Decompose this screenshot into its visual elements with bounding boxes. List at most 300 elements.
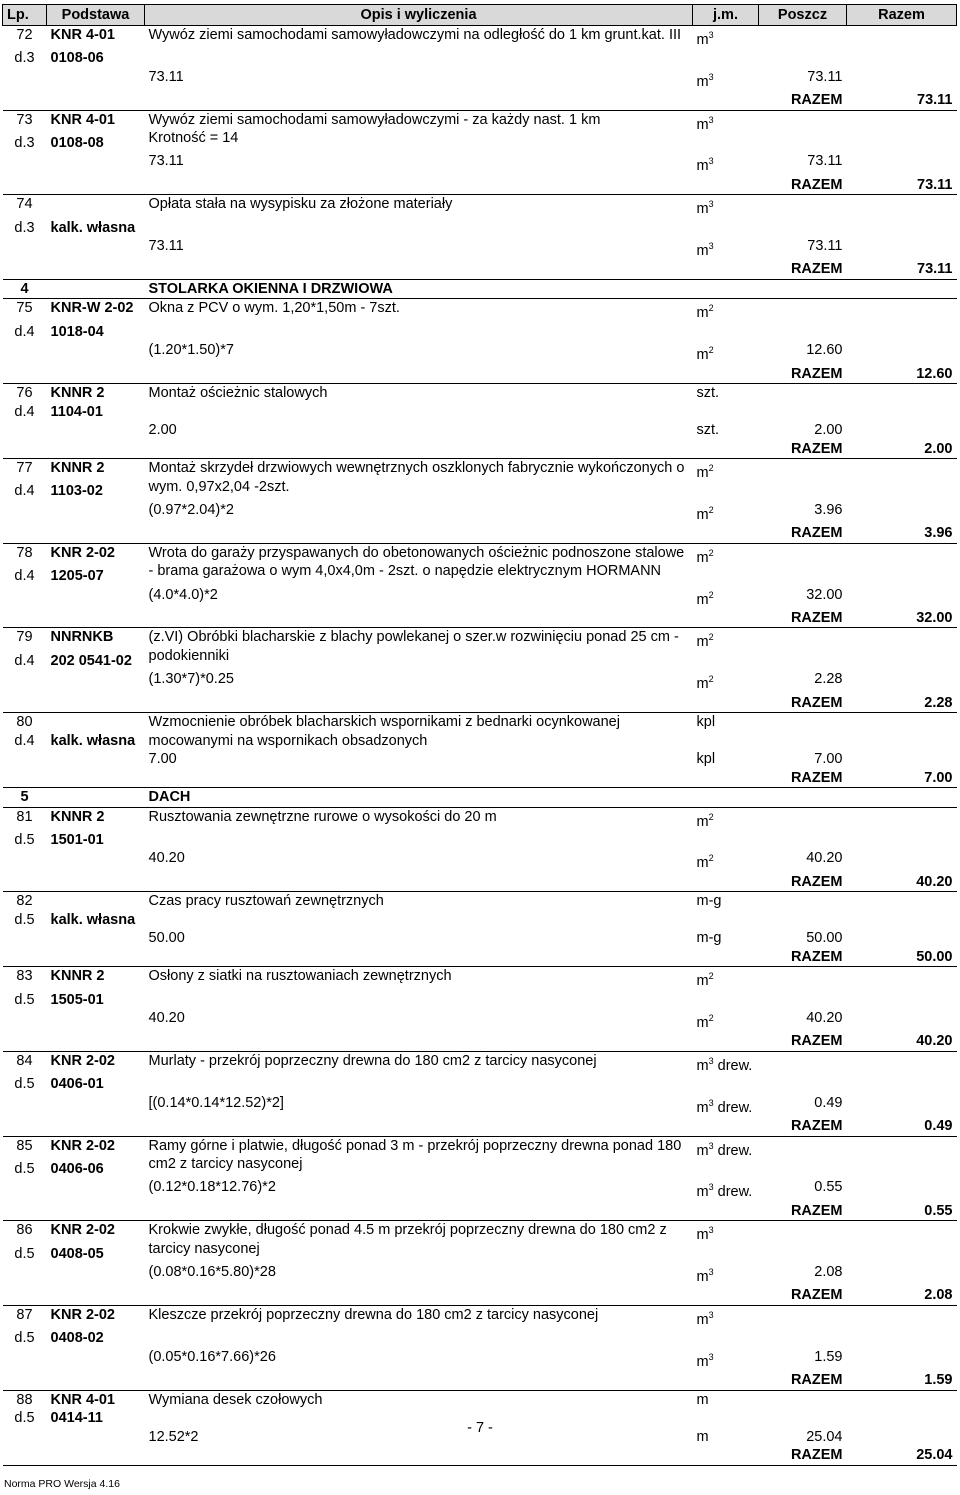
total-row (3, 873, 957, 892)
total-label: RAZEM (759, 440, 847, 459)
empty-cell (47, 260, 145, 279)
empty-cell (847, 713, 957, 732)
item-division: d.3 (14, 50, 35, 67)
empty-cell (693, 694, 759, 713)
calc-value: 32.00 (806, 586, 843, 603)
calc-value: 12.60 (806, 342, 843, 359)
calc-row (3, 1178, 957, 1201)
total-row (3, 440, 957, 459)
item-basis-2: 1104-01 (50, 403, 103, 420)
item-row (3, 459, 957, 483)
empty-cell (759, 1305, 847, 1329)
item-division: d.4 (14, 652, 35, 669)
item-basis-1: KNNR 2 (47, 807, 145, 831)
empty-cell (847, 807, 957, 831)
empty-cell (3, 929, 47, 948)
empty-cell (693, 49, 759, 68)
item-row (3, 195, 957, 219)
empty-cell (693, 769, 759, 788)
empty-cell (693, 1245, 759, 1264)
calc-expression: (0.08*0.16*5.80)*28 (148, 1264, 276, 1281)
empty-cell (47, 91, 145, 110)
calc-value: 73.11 (807, 238, 843, 255)
calc-row (3, 849, 957, 872)
item-basis-1: KNR-W 2-02 (47, 299, 145, 323)
empty-cell (693, 365, 759, 384)
total-label: RAZEM (759, 873, 847, 892)
empty-cell (145, 176, 693, 195)
empty-cell (3, 1094, 47, 1117)
empty-cell (47, 176, 145, 195)
empty-cell (47, 1178, 145, 1201)
item-row (3, 26, 957, 50)
calc-value: 40.20 (806, 1010, 843, 1027)
empty-cell (847, 1221, 957, 1245)
empty-cell (47, 440, 145, 459)
empty-cell (47, 68, 145, 91)
total-row (3, 1371, 957, 1390)
item-division: d.5 (14, 1076, 35, 1093)
empty-cell (693, 219, 759, 238)
item-basis-1: KNR 2-02 (47, 1221, 145, 1245)
empty-cell (3, 1009, 47, 1032)
total-label: RAZEM (759, 260, 847, 279)
empty-cell (847, 501, 957, 524)
calc-value: 2.00 (814, 422, 843, 439)
calc-expression: (4.0*4.0)*2 (148, 586, 218, 603)
empty-cell (759, 26, 847, 50)
empty-cell (847, 219, 957, 238)
item-unit: $m^3$ drew. (693, 1051, 759, 1075)
item-row (3, 967, 957, 991)
empty-cell (693, 911, 759, 930)
item-lp: 77 (3, 459, 47, 483)
empty-cell (759, 713, 847, 732)
calc-expression: 40.20 (148, 850, 185, 867)
item-unit: $m^2$ (693, 807, 759, 831)
empty-cell (847, 1136, 957, 1160)
empty-cell (847, 911, 957, 930)
calc-unit: $m^2$ (696, 504, 714, 523)
empty-cell (693, 567, 759, 586)
total-row (3, 694, 957, 713)
empty-cell (759, 482, 847, 501)
empty-cell (3, 1286, 47, 1305)
calc-value: 50.00 (806, 930, 843, 947)
empty-cell (3, 152, 47, 175)
empty-cell (145, 91, 693, 110)
empty-cell (847, 195, 957, 219)
calc-expression: 73.11 (148, 68, 184, 85)
empty-cell (759, 1160, 847, 1179)
calc-expression: 2.00 (148, 422, 177, 439)
calc-row (3, 1094, 957, 1117)
empty-cell (3, 91, 47, 110)
empty-cell (3, 1446, 47, 1465)
item-unit: $m^3$ (693, 1305, 759, 1329)
calc-row (3, 586, 957, 609)
item-unit: $m^2$ (693, 543, 759, 567)
calc-unit: $m^3$ (696, 156, 714, 175)
empty-cell (3, 1371, 47, 1390)
calc-row (3, 670, 957, 693)
calc-unit: $m^2$ (696, 1013, 714, 1031)
item-division: d.4 (14, 732, 35, 749)
item-description: Krokwie zwykłe, długość ponad 4.5 m przekrój poprzeczny drewna do 180 cm2 z tarcicy nasyconej (145, 1221, 693, 1263)
item-division: d.3 (14, 219, 35, 236)
empty-cell (847, 543, 957, 567)
empty-cell (847, 586, 957, 609)
empty-cell (3, 440, 47, 459)
empty-cell (847, 967, 957, 991)
empty-cell (3, 670, 47, 693)
header-lp: Lp. (3, 5, 47, 26)
calc-row (3, 501, 957, 524)
empty-cell (3, 948, 47, 967)
item-basis-1: KNR 4-01 (47, 1390, 145, 1409)
empty-cell (847, 1390, 957, 1409)
item-row (3, 1305, 957, 1329)
total-row (3, 769, 957, 788)
total-label: RAZEM (759, 1032, 847, 1051)
item-basis-2: kalk. własna (50, 219, 136, 236)
item-lp: 78 (3, 543, 47, 567)
calc-row (3, 1263, 957, 1286)
empty-cell (759, 1221, 847, 1245)
item-basis-1: KNR 4-01 (47, 26, 145, 50)
total-value: 2.00 (847, 440, 957, 459)
empty-cell (47, 694, 145, 713)
item-unit: $m^2$ (693, 628, 759, 652)
calc-unit: $m^2$ (696, 853, 714, 872)
empty-cell (847, 1263, 957, 1286)
calc-value: 7.00 (814, 751, 843, 768)
calc-expression: (0.97*2.04)*2 (148, 501, 234, 518)
total-value: 32.00 (847, 609, 957, 628)
calc-value: 2.08 (814, 1264, 843, 1281)
item-description: Wywóz ziemi samochodami samowyładowczymi na odległość do 1 km grunt.kat. III (145, 26, 693, 68)
empty-cell (3, 524, 47, 543)
calc-unit: $m^3$ (696, 71, 714, 90)
empty-cell (3, 1117, 47, 1136)
item-lp: 76 (3, 384, 47, 403)
empty-cell (847, 1178, 957, 1201)
calc-expression: (0.12*0.18*12.76)*2 (148, 1179, 276, 1196)
empty-cell (847, 403, 957, 422)
calc-unit: $m^3$ drew. (696, 1182, 753, 1201)
empty-cell (759, 384, 847, 403)
calc-unit: $m^2$ (696, 674, 714, 693)
calc-unit: $m^3$ (696, 241, 714, 259)
total-value: 3.96 (847, 524, 957, 543)
total-label: RAZEM (759, 1117, 847, 1136)
item-division: d.4 (14, 483, 35, 500)
empty-cell (3, 1032, 47, 1051)
total-label: RAZEM (759, 365, 847, 384)
calc-unit: $m^3$ (696, 1267, 714, 1285)
item-lp: 74 (3, 195, 47, 219)
item-division: d.4 (14, 568, 35, 585)
total-value: 73.11 (847, 91, 957, 110)
software-footer: Norma PRO Wersja 4.16 (4, 1478, 120, 1490)
empty-cell (145, 769, 693, 788)
calc-row (3, 929, 957, 948)
empty-cell (693, 440, 759, 459)
empty-cell (847, 628, 957, 652)
total-row (3, 1202, 957, 1221)
empty-cell (693, 1117, 759, 1136)
item-description: Wymiana desek czołowych (145, 1390, 693, 1428)
item-description: Murlaty - przekrój poprzeczny drewna do 180 cm2 z tarcicy nasyconej (145, 1051, 693, 1093)
total-row (3, 1286, 957, 1305)
item-basis-1 (47, 713, 145, 732)
item-row (3, 1136, 957, 1160)
empty-cell (3, 849, 47, 872)
item-basis-1: KNNR 2 (47, 384, 145, 403)
empty-cell (759, 652, 847, 671)
empty-cell (3, 609, 47, 628)
header-razem: Razem (847, 5, 957, 26)
empty-cell (693, 1371, 759, 1390)
empty-cell (47, 1032, 145, 1051)
empty-cell (693, 1446, 759, 1465)
header-podstawa: Podstawa (47, 5, 145, 26)
item-basis-2: 0408-02 (50, 1330, 104, 1347)
empty-cell (847, 652, 957, 671)
empty-cell (693, 652, 759, 671)
empty-cell (693, 1286, 759, 1305)
item-division: d.5 (14, 991, 35, 1008)
item-division: d.3 (14, 134, 35, 151)
empty-cell (693, 323, 759, 342)
item-basis-2: 0108-08 (50, 134, 104, 151)
empty-cell (145, 609, 693, 628)
empty-cell (47, 1009, 145, 1032)
empty-cell (47, 750, 145, 769)
item-basis-1: NNRNKB (47, 628, 145, 652)
empty-cell (847, 929, 957, 948)
empty-cell (145, 440, 693, 459)
empty-cell (847, 1348, 957, 1371)
calc-unit: m (696, 1428, 709, 1445)
item-lp: 83 (3, 967, 47, 991)
empty-cell (759, 911, 847, 930)
empty-cell (3, 421, 47, 440)
empty-cell (693, 1329, 759, 1348)
empty-cell (47, 1446, 145, 1465)
empty-cell (3, 694, 47, 713)
empty-cell (145, 948, 693, 967)
empty-cell (693, 1202, 759, 1221)
empty-cell (759, 110, 847, 134)
item-basis-2: 202 0541-02 (50, 652, 132, 669)
empty-cell (847, 26, 957, 50)
item-division: d.5 (14, 1410, 35, 1427)
item-basis-2: 1103-02 (50, 483, 103, 500)
item-unit: $m^3$ (693, 110, 759, 134)
page-number: - 7 - (467, 1420, 493, 1436)
empty-cell (693, 831, 759, 850)
item-basis-1: KNR 4-01 (47, 110, 145, 134)
header-opis: Opis i wyliczenia (145, 5, 693, 26)
total-label: RAZEM (759, 1446, 847, 1465)
empty-cell (759, 219, 847, 238)
calc-unit: szt. (696, 422, 720, 439)
item-description: Montaż ościeżnic stalowych (145, 384, 693, 422)
calc-row (3, 1348, 957, 1371)
item-description: Kleszcze przekrój poprzeczny drewna do 180 cm2 z tarcicy nasyconej (145, 1305, 693, 1347)
item-row (3, 1390, 957, 1409)
empty-cell (145, 1371, 693, 1390)
item-lp: 88 (3, 1390, 47, 1409)
item-division: d.5 (14, 1160, 35, 1177)
item-description: Rusztowania zewnętrzne rurowe o wysokości do 20 m (145, 807, 693, 849)
item-lp: 87 (3, 1305, 47, 1329)
empty-cell (47, 1117, 145, 1136)
item-description: Wzmocnienie obróbek blacharskich wspornikami z bednarki ocynkowanej mocowanymi na wspornikach obsadzonych (145, 713, 693, 751)
item-unit: $m^3$ (693, 26, 759, 50)
total-row (3, 1117, 957, 1136)
item-description: Montaż skrzydeł drzwiowych wewnętrznych oszklonych fabrycznie wykończonych o wym. 0,97x2,04 -2szt. (145, 459, 693, 501)
calc-expression: 73.11 (148, 238, 184, 255)
item-division: d.5 (14, 1330, 35, 1347)
item-division: d.4 (14, 403, 35, 420)
empty-cell (847, 991, 957, 1010)
empty-cell (693, 1160, 759, 1179)
empty-cell (693, 1075, 759, 1094)
item-lp: 82 (3, 892, 47, 911)
empty-cell (3, 1348, 47, 1371)
item-unit: $m^2$ (693, 459, 759, 483)
empty-cell (759, 1051, 847, 1075)
item-division: d.5 (14, 1245, 35, 1262)
empty-cell (47, 609, 145, 628)
calc-unit: $m^3$ (696, 1351, 714, 1370)
empty-cell (3, 501, 47, 524)
total-row (3, 91, 957, 110)
item-description: Wrota do garaży przyspawanych do obetonowanych ościeżnic podnoszone stalowe - brama garażowa o wym 4,0x4,0m - 2szt. o napędzie elektrycznym HORMANN (145, 543, 693, 585)
calc-value: 3.96 (814, 501, 843, 518)
total-row (3, 1446, 957, 1465)
item-row (3, 1221, 957, 1245)
empty-cell (47, 586, 145, 609)
item-lp: 81 (3, 807, 47, 831)
empty-cell (3, 341, 47, 364)
total-value: 25.04 (847, 1446, 957, 1465)
empty-cell (759, 195, 847, 219)
empty-cell (759, 1390, 847, 1409)
empty-cell (847, 421, 957, 440)
empty-cell (847, 384, 957, 403)
empty-cell (759, 831, 847, 850)
empty-cell (847, 567, 957, 586)
item-basis-2: 0406-06 (50, 1160, 104, 1177)
empty-cell (3, 1263, 47, 1286)
empty-cell (759, 1329, 847, 1348)
calc-row (3, 68, 957, 91)
calc-unit: kpl (696, 751, 716, 768)
empty-cell (47, 365, 145, 384)
empty-cell (847, 152, 957, 175)
empty-cell (847, 459, 957, 483)
total-label: RAZEM (759, 948, 847, 967)
empty-cell (759, 991, 847, 1010)
total-row (3, 260, 957, 279)
section-title: DACH (145, 788, 957, 808)
total-label: RAZEM (759, 524, 847, 543)
empty-cell (145, 1286, 693, 1305)
empty-cell (759, 567, 847, 586)
total-label: RAZEM (759, 1286, 847, 1305)
calc-expression: 50.00 (148, 930, 185, 947)
empty-cell (759, 543, 847, 567)
empty-cell (759, 1245, 847, 1264)
total-label: RAZEM (759, 769, 847, 788)
item-description: Czas pracy rusztowań zewnętrznych (145, 892, 693, 930)
empty-cell (47, 237, 145, 260)
calc-unit: $m^3$ drew. (696, 1097, 753, 1116)
item-lp: 86 (3, 1221, 47, 1245)
item-lp: 84 (3, 1051, 47, 1075)
item-basis-1: KNR 2-02 (47, 1305, 145, 1329)
item-row (3, 384, 957, 403)
empty-cell (759, 892, 847, 911)
calc-row (3, 750, 957, 769)
item-lp: 80 (3, 713, 47, 732)
total-value: 73.11 (847, 176, 957, 195)
calc-expression: (1.30*7)*0.25 (148, 671, 234, 688)
item-division: d.4 (14, 323, 35, 340)
empty-cell (47, 929, 145, 948)
calc-expression: 12.52*2 (148, 1428, 199, 1445)
empty-cell (759, 807, 847, 831)
empty-cell (847, 341, 957, 364)
total-label: RAZEM (759, 694, 847, 713)
total-row (3, 176, 957, 195)
item-basis-2: 0408-05 (50, 1245, 104, 1262)
item-unit: $m^3$ drew. (693, 1136, 759, 1160)
empty-cell (145, 524, 693, 543)
empty-cell (47, 1348, 145, 1371)
empty-cell (693, 732, 759, 751)
empty-cell (759, 49, 847, 68)
section-row (3, 279, 957, 299)
item-basis-1: KNR 2-02 (47, 1051, 145, 1075)
total-value: 2.28 (847, 694, 957, 713)
calc-value: 1.59 (814, 1348, 843, 1365)
empty-cell (47, 524, 145, 543)
empty-cell (847, 237, 957, 260)
empty-cell (47, 769, 145, 788)
item-unit: m-g (693, 892, 759, 911)
item-lp: 75 (3, 299, 47, 323)
calc-value: 2.28 (814, 671, 843, 688)
calc-row (3, 341, 957, 364)
empty-cell (847, 1094, 957, 1117)
total-label: RAZEM (759, 1371, 847, 1390)
total-value: 40.20 (847, 873, 957, 892)
empty-cell (759, 299, 847, 323)
empty-cell (47, 341, 145, 364)
total-row (3, 609, 957, 628)
empty-cell (759, 628, 847, 652)
empty-cell (47, 1286, 145, 1305)
section-title: STOLARKA OKIENNA I DRZWIOWA (145, 279, 957, 299)
empty-cell (3, 176, 47, 195)
empty-cell (847, 750, 957, 769)
empty-cell (3, 750, 47, 769)
empty-cell (847, 1075, 957, 1094)
